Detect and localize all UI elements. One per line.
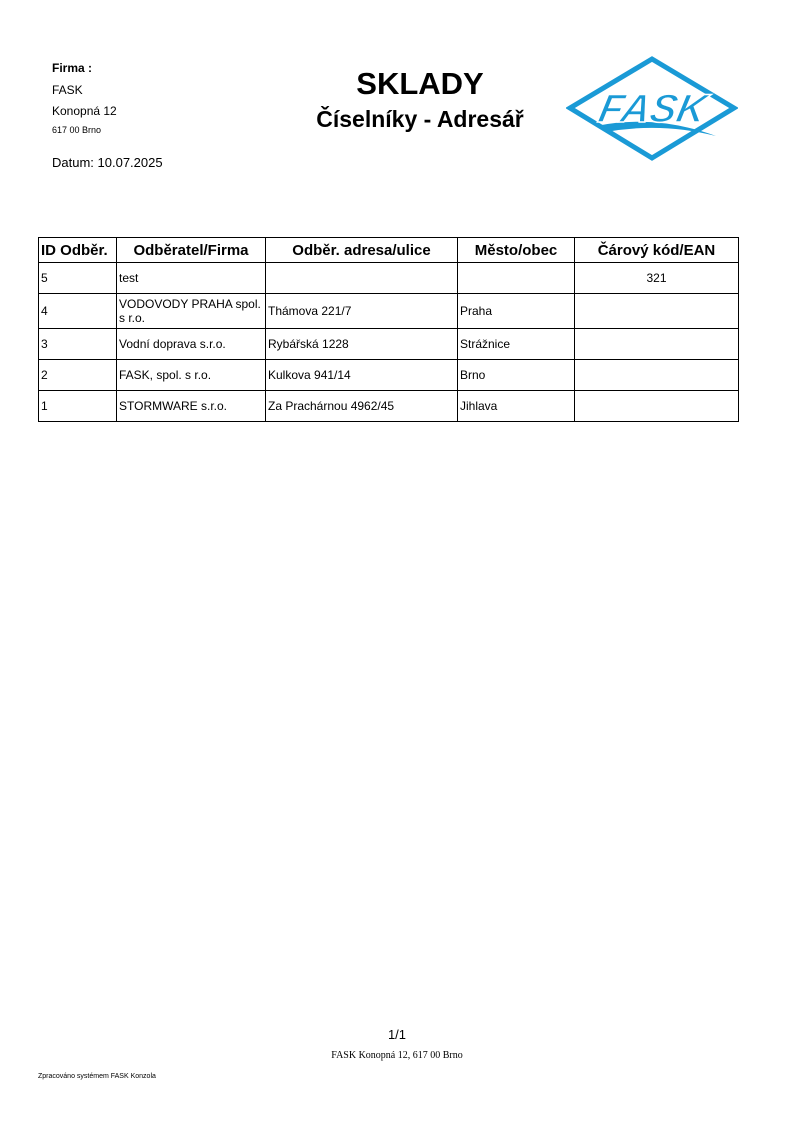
cell-adresa: Thámova 221/7: [266, 294, 458, 329]
cell-id: 2: [39, 360, 117, 391]
firm-city: 617 00 Brno: [52, 125, 102, 135]
cell-ean: [575, 329, 739, 360]
firm-name: FASK: [52, 83, 83, 97]
table-row: [39, 329, 739, 360]
firm-label: Firma :: [52, 61, 93, 75]
cell-id: 1: [39, 391, 117, 422]
table-row: [39, 360, 739, 391]
logo-text: FASK: [594, 85, 712, 131]
cell-adresa: Za Prachárnou 4962/45: [266, 391, 458, 422]
column-header-firma: Odběratel/Firma: [117, 238, 266, 263]
fask-logo-icon: [566, 56, 738, 162]
cell-ean: [575, 391, 739, 422]
page-number: 1/1: [387, 1027, 407, 1042]
cell-adresa: [266, 263, 458, 294]
report-title: SKLADY: [356, 66, 484, 101]
cell-mesto: Jihlava: [458, 391, 575, 422]
cell-firma: test: [117, 263, 266, 294]
cell-firma: FASK, spol. s r.o.: [117, 360, 266, 391]
report-date: Datum: 10.07.2025: [52, 155, 163, 170]
cell-ean: 321: [575, 263, 739, 294]
table-row: [39, 263, 739, 294]
report-subtitle: Číselníky - Adresář: [316, 106, 524, 132]
processed-by-note: Zpracováno systémem FASK Konzola: [38, 1073, 156, 1080]
cell-id: 3: [39, 329, 117, 360]
cell-firma: Vodní doprava s.r.o.: [117, 329, 266, 360]
cell-id: 4: [39, 294, 117, 329]
column-header-id: ID Odběr.: [39, 238, 117, 263]
cell-mesto: Praha: [458, 294, 575, 329]
table-row: [39, 294, 739, 329]
table-row: [39, 391, 739, 422]
cell-ean: [575, 360, 739, 391]
cell-adresa: Rybářská 1228: [266, 329, 458, 360]
column-header-adresa: Odběr. adresa/ulice: [266, 238, 458, 263]
firm-street: Konopná 12: [52, 104, 117, 118]
cell-mesto: Strážnice: [458, 329, 575, 360]
cell-mesto: Brno: [458, 360, 575, 391]
table-header-row: [39, 238, 739, 263]
address-table: [38, 237, 739, 422]
cell-mesto: [458, 263, 575, 294]
footer-address: FASK Konopná 12, 617 00 Brno: [331, 1050, 463, 1061]
column-header-mesto: Město/obec: [458, 238, 575, 263]
cell-id: 5: [39, 263, 117, 294]
cell-firma: STORMWARE s.r.o.: [117, 391, 266, 422]
cell-firma: VODOVODY PRAHA spol. s r.o.: [117, 294, 266, 329]
column-header-ean: Čárový kód/EAN: [575, 238, 739, 263]
cell-ean: [575, 294, 739, 329]
cell-adresa: Kulkova 941/14: [266, 360, 458, 391]
